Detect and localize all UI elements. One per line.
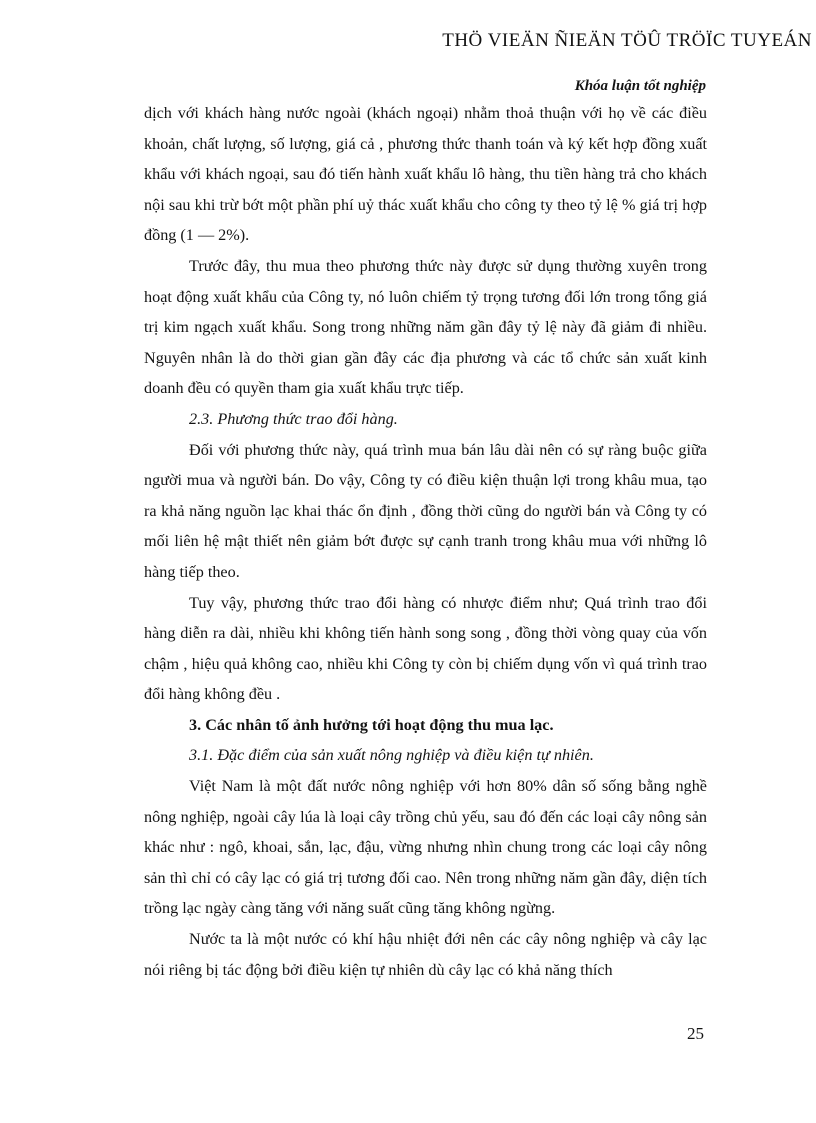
page-number: 25: [687, 1024, 704, 1043]
paragraph: Đối với phương thức này, quá trình mua bán lâu dài nên có sự ràng buộc giữa người mua và người bán. Do vậy, Công ty có điều kiện thuận lợi trong khâu mua, tạo ra khả năng nguồn lạc khai thác ổn định , đồng thời cũng do người bán và Công ty có mối liên hệ mật thiết nên giảm bớt được sự cạnh tranh trong khâu mua với những lô hàng tiếp theo.: [144, 440, 707, 581]
subheading-3-1: 3.1. Đặc điểm của sản xuất nông nghiệp và điều kiện tự nhiên.: [189, 746, 594, 765]
section-heading-3: 3. Các nhân tố ảnh hưởng tới hoạt động thu mua lạc.: [189, 715, 554, 734]
subheading-2-3: 2.3. Phương thức trao đổi hàng.: [189, 409, 398, 428]
running-head: Khóa luận tốt nghiệp: [574, 78, 706, 94]
paragraph: Nước ta là một nước có khí hậu nhiệt đới nên các cây nông nghiệp và cây lạc nói riêng bị tác động bởi điều kiện tự nhiên dù cây lạc có khả năng thích: [144, 930, 707, 979]
paragraph: Việt Nam là một đất nước nông nghiệp với hơn 80% dân số sống bằng nghề nông nghiệp, ngoài cây lúa là loại cây trồng chủ yếu, sau đó đến các loại cây nông sản khác như : ngô, khoai, sắn, lạc, đậu, vừng nhưng nhìn chung trong các loại cây nông sản thì chỉ có cây lạc có giá trị tương đối cao. Nên trong những năm gần đây, diện tích trồng lạc ngày càng tăng với năng suất cũng tăng không ngừng.: [144, 777, 707, 918]
paragraph: Trước đây, thu mua theo phương thức này được sử dụng thường xuyên trong hoạt động xuất khẩu của Công ty, nó luôn chiếm tỷ trọng tương đối lớn trong tổng giá trị kim ngạch xuất khẩu. Song trong những năm gần đây tỷ lệ này đã giảm đi nhiều. Nguyên nhân là do thời gian gần đây các địa phương và các tổ chức sản xuất kinh doanh đều có quyền tham gia xuất khẩu trực tiếp.: [144, 256, 707, 398]
paragraph: Tuy vậy, phương thức trao đổi hàng có nhược điểm như; Quá trình trao đổi hàng diễn ra dài, nhiều khi không tiến hành song song , đồng thời vòng quay của vốn chậm , hiệu quả không cao, nhiều khi Công ty còn bị chiếm dụng vốn vì quá trình trao đổi hàng không đều .: [144, 593, 707, 704]
library-watermark: THÖ VIEÄN ÑIEÄN TÖÛ TRÖÏC TUYEÁN: [442, 30, 812, 51]
page-body: [144, 98, 707, 985]
paragraph-continuation: dịch với khách hàng nước ngoài (khách ngoại) nhằm thoả thuận với họ về các điều khoản, chất lượng, số lượng, giá cả , phương thức thanh toán và ký kết hợp đồng xuất khẩu với khách ngoại, sau đó tiến hành xuất khẩu lô hàng, thu tiền hàng trả cho khách nội sau khi trừ bớt một phần phí uỷ thác xuất khẩu cho công ty theo tỷ lệ % giá trị hợp đồng (1 — 2%).: [144, 104, 707, 245]
